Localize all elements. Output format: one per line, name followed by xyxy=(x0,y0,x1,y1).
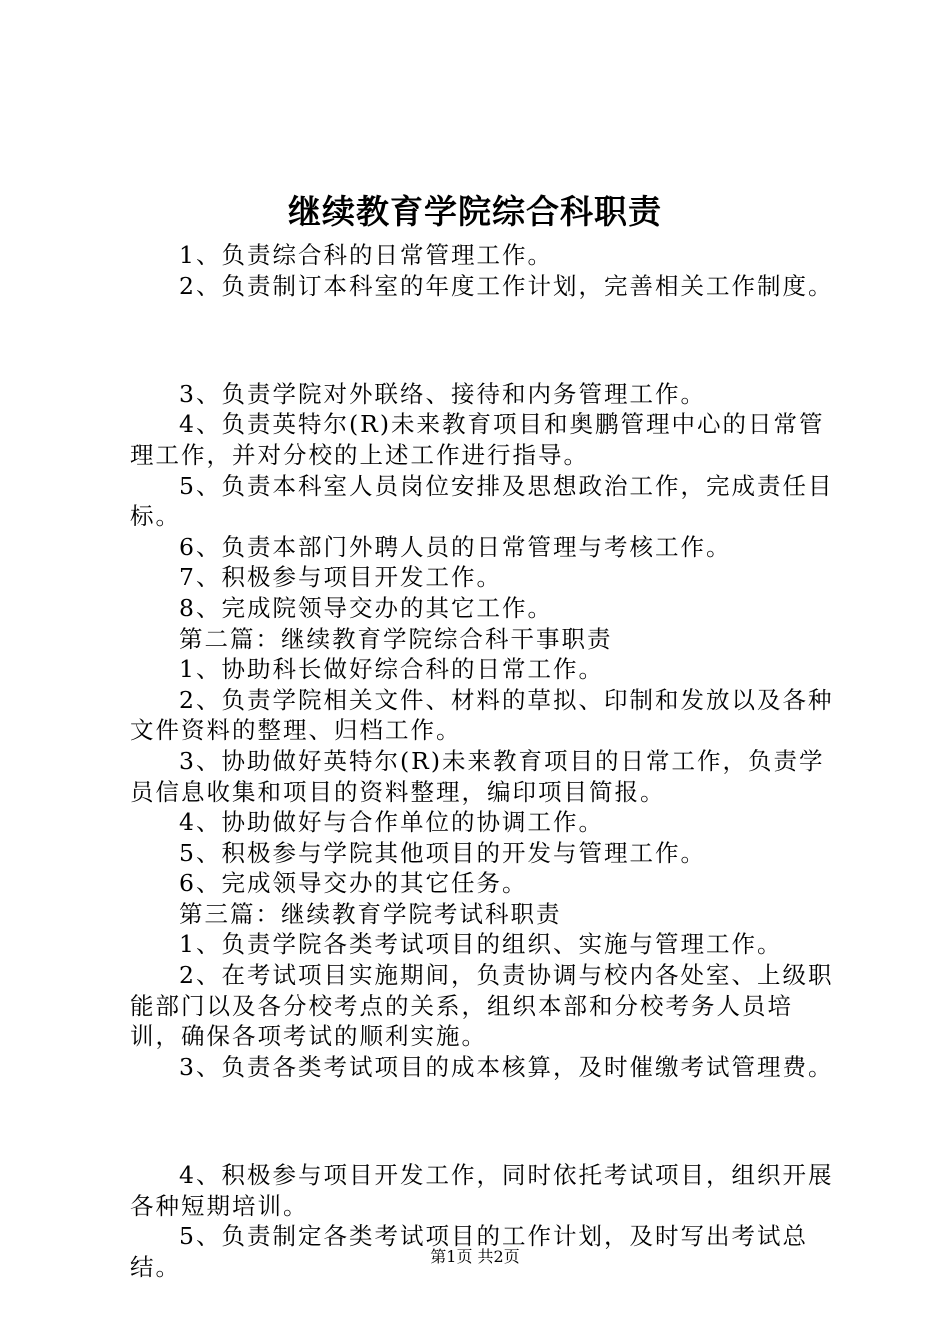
paragraph: 1、协助科长做好综合科的日常工作。 xyxy=(179,655,604,684)
paragraph: 3、负责各类考试项目的成本核算，及时催缴考试管理费。 xyxy=(179,1052,834,1081)
paragraph: 3、负责学院对外联络、接待和内务管理工作。 xyxy=(179,379,706,408)
blank-line xyxy=(130,1106,835,1137)
page-footer: 第1页 共2页 xyxy=(430,1247,520,1266)
paragraph: 5、积极参与学院其他项目的开发与管理工作。 xyxy=(179,838,706,867)
page-title: 继续教育学院综合科职责 xyxy=(288,192,662,231)
paragraph: 6、负责本部门外聘人员的日常管理与考核工作。 xyxy=(179,532,732,561)
paragraph: 6、完成领导交办的其它任务。 xyxy=(179,869,528,898)
paragraph: 2、负责学院相关文件、材料的草拟、印制和发放以及各种文件资料的整理、归档工作。 xyxy=(130,685,834,745)
paragraph: 5、负责本科室人员岗位安排及思想政治工作，完成责任目标。 xyxy=(130,471,834,531)
paragraph: 第二篇：继续教育学院综合科干事职责 xyxy=(179,624,613,653)
paragraph: 7、积极参与项目开发工作。 xyxy=(179,563,502,592)
paragraph: 4、负责英特尔(R)未来教育项目和奥鹏管理中心的日常管理工作，并对分校的上述工作进行指导。 xyxy=(130,410,825,469)
paragraph: 第三篇：继续教育学院考试科职责 xyxy=(179,899,562,928)
blank-line xyxy=(130,325,835,356)
paragraph: 3、协助做好英特尔(R)未来教育项目的日常工作，负责学员信息收集和项目的资料整理，编印项目简报。 xyxy=(130,746,825,806)
paragraph: 8、完成院领导交办的其它工作。 xyxy=(179,593,553,622)
paragraph: 2、在考试项目实施期间，负责协调与校内各处室、上级职能部门以及各分校考点的关系，组织本部和分校考务人员培训，确保各项考试的顺利实施。 xyxy=(130,961,834,1051)
paragraph: 1、负责学院各类考试项目的组织、实施与管理工作。 xyxy=(179,930,783,959)
paragraph: 1、负责综合科的日常管理工作。 xyxy=(179,241,553,269)
paragraph: 2、负责制订本科室的年度工作计划，完善相关工作制度。 xyxy=(179,271,834,300)
paragraph: 4、积极参与项目开发工作，同时依托考试项目，组织开展各种短期培训。 xyxy=(130,1161,834,1220)
paragraph: 5、负责制定各类考试项目的工作计划，及时写出考试总结。 xyxy=(130,1222,808,1281)
paragraph: 4、协助做好与合作单位的协调工作。 xyxy=(179,808,604,837)
document-body xyxy=(130,240,835,1282)
